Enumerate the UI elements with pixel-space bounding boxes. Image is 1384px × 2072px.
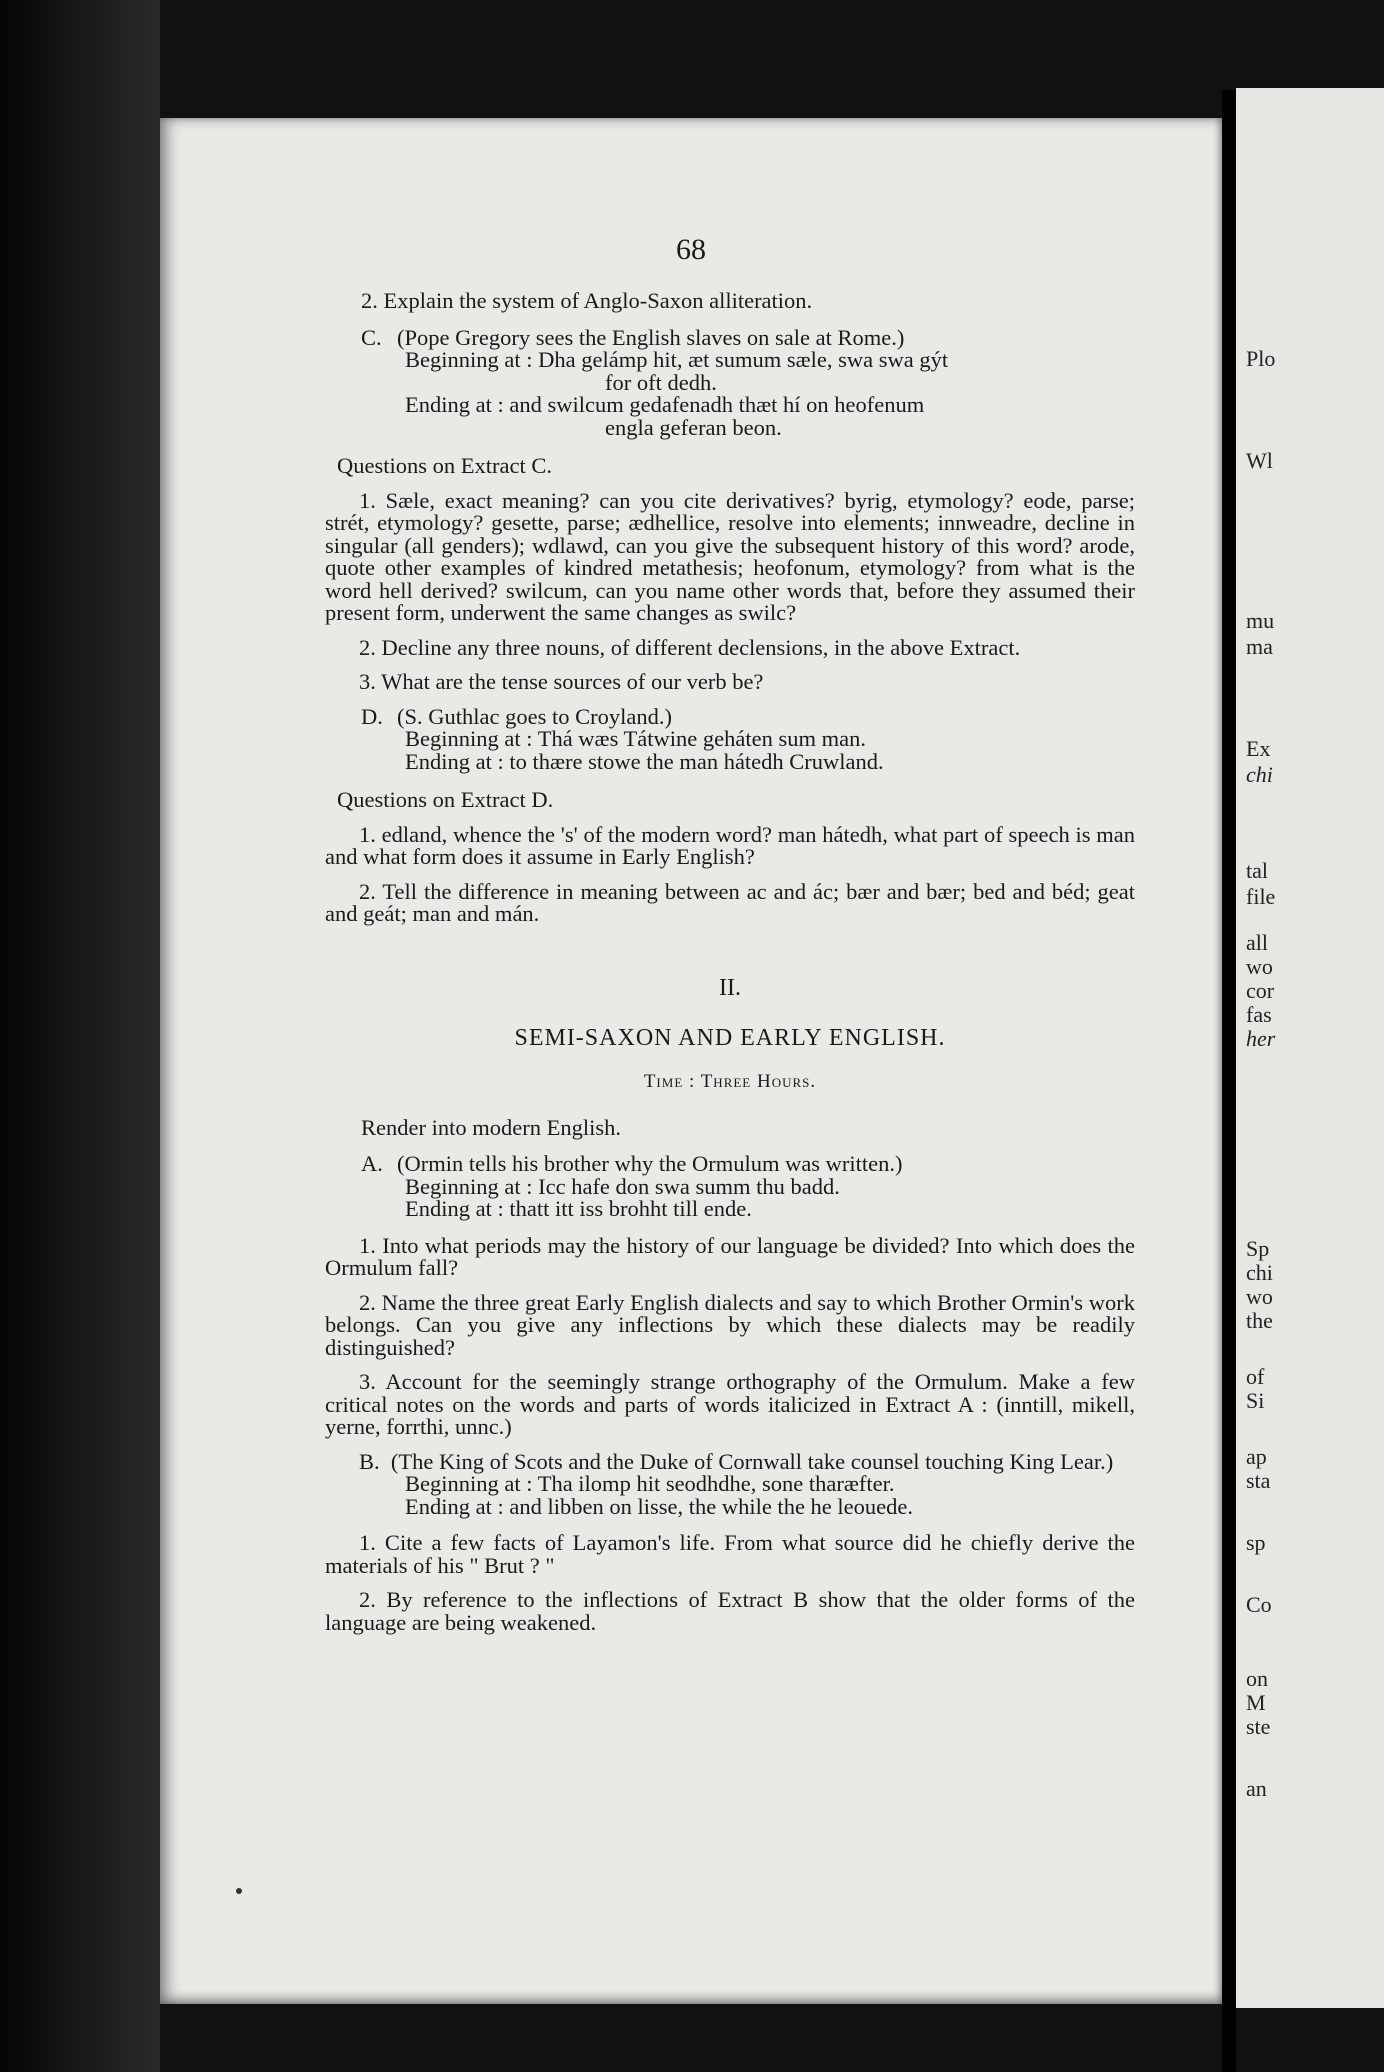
ink-speck bbox=[236, 1888, 242, 1894]
questions-d-heading: Questions on Extract D. bbox=[337, 787, 554, 812]
page-gutter bbox=[1222, 90, 1236, 2072]
questions-c-heading: Questions on Extract C. bbox=[337, 453, 552, 478]
extract-a-ending: Ending at : thatt itt iss brohht till ende. bbox=[405, 1196, 752, 1221]
facing-fragment: her bbox=[1246, 1026, 1276, 1051]
facing-fragment: wo bbox=[1246, 954, 1273, 979]
extract-b-heading bbox=[325, 1448, 1135, 1474]
facing-fragment: of bbox=[1246, 1364, 1265, 1389]
facing-fragment: mu bbox=[1246, 608, 1275, 633]
extract-d-label: D. bbox=[361, 703, 383, 729]
extract-c-beginning: Beginning at : Dha gelámp hit, æt sumum sæle, swa swa gýt bbox=[405, 347, 949, 372]
book-spine-shadow bbox=[0, 0, 160, 2072]
facing-fragment: tal bbox=[1246, 858, 1268, 883]
extract-a bbox=[325, 1153, 1135, 1221]
facing-fragment: all bbox=[1246, 930, 1268, 955]
facing-fragment: file bbox=[1246, 884, 1276, 909]
facing-page bbox=[1236, 88, 1384, 2008]
facing-fragment: the bbox=[1246, 1308, 1273, 1333]
extract-b-ending: Ending at : and libben on lisse, the while the he leouede. bbox=[405, 1493, 913, 1519]
question-alliteration: 2. Explain the system of Anglo-Saxon alliteration. bbox=[361, 288, 813, 313]
extract-c-ending: Ending at : and swilcum gedafenadh thæt hí on heofenum bbox=[405, 392, 925, 417]
document-page bbox=[160, 118, 1222, 2004]
extract-c-beginning-cont: for oft dedh. bbox=[605, 369, 717, 395]
facing-fragment: chi bbox=[1246, 762, 1273, 787]
question-d-1: 1. edland, whence the 's' of the modern word? man hátedh, what part of speech is man and what form does it assume in Early English? bbox=[325, 821, 1135, 869]
question-a-2: 2. Name the three great Early English dialects and say to which Brother Ormin's work belongs. Can you give any inflections by which these dialects may be readily distinguished? bbox=[325, 1289, 1135, 1360]
facing-fragment: Plo bbox=[1246, 346, 1276, 371]
facing-fragment: ap bbox=[1246, 1444, 1267, 1469]
facing-fragment: fas bbox=[1246, 1002, 1272, 1027]
question-b-1: 1. Cite a few facts of Layamon's life. From what source did he chiefly derive the materials of his " Brut ? " bbox=[325, 1530, 1135, 1578]
question-c-1: 1. Sæle, exact meaning? can you cite derivatives? byrig, etymology? eode, parse; strét, etymology? gesette, parse; ædhellice, resolve into elements; innweadre, decline in singular (all genders); wdlawd, can you give the subsequent history of this word? arode, quote other examples of kindred metathesis; heofonum, etymology? from what is the word hell derived? swilcum, can you name other words that, before they assumed their present form, underwent the same changes as swilc? bbox=[325, 487, 1135, 625]
facing-fragment: sta bbox=[1246, 1468, 1271, 1493]
page-number: 68 bbox=[676, 233, 706, 266]
facing-fragment: ste bbox=[1246, 1714, 1271, 1739]
extract-b-beginning: Beginning at : Tha ilomp hit seodhdhe, sone tharæfter. bbox=[405, 1471, 895, 1496]
facing-fragment: wo bbox=[1246, 1284, 1273, 1309]
extract-a-beginning: Beginning at : Icc hafe don swa summ thu badd. bbox=[405, 1173, 840, 1199]
facing-fragment: Wl bbox=[1246, 448, 1273, 473]
extract-c-heading bbox=[325, 324, 1135, 350]
extract-a-heading bbox=[325, 1153, 1135, 1176]
extract-a-label: A. bbox=[361, 1151, 383, 1176]
question-c-2: 2. Decline any three nouns, of different declensions, in the above Extract. bbox=[359, 634, 1021, 660]
extract-b bbox=[325, 1448, 1135, 1519]
facing-fragment: on bbox=[1246, 1666, 1268, 1691]
extract-b-title: (The King of Scots and the Duke of Cornwall take counsel touching King Lear.) bbox=[390, 1448, 1114, 1474]
extract-a-title: (Ormin tells his brother why the Ormulum was written.) bbox=[397, 1151, 903, 1176]
extract-d-ending: Ending at : to thære stowe the man hátedh Cruwland. bbox=[405, 748, 884, 774]
section-instruction: Render into modern English. bbox=[361, 1114, 621, 1140]
extract-d bbox=[325, 703, 1135, 774]
facing-fragment: chi bbox=[1246, 1260, 1273, 1285]
extract-c-ending-cont: engla geferan beon. bbox=[605, 414, 782, 440]
facing-fragment: an bbox=[1246, 1776, 1267, 1801]
extract-b-label: B. bbox=[359, 1448, 380, 1474]
facing-fragment: sp bbox=[1246, 1530, 1266, 1555]
facing-fragment: Si bbox=[1246, 1388, 1265, 1413]
facing-fragment: cor bbox=[1246, 978, 1275, 1003]
question-a-1: 1. Into what periods may the history of our language be divided? Into which does the Ormulum fall? bbox=[325, 1232, 1135, 1280]
facing-fragment: ma bbox=[1246, 634, 1273, 659]
facing-fragment: Co bbox=[1246, 1592, 1272, 1617]
section-title: SEMI-SAXON AND EARLY ENGLISH. bbox=[514, 1024, 946, 1051]
question-b-2: 2. By reference to the inflections of Extract B show that the older forms of the language are being weakened. bbox=[325, 1587, 1135, 1635]
section-time: Time : Three Hours. bbox=[643, 1070, 817, 1092]
question-c-3: 3. What are the tense sources of our verb be? bbox=[359, 669, 764, 694]
question-d-2: 2. Tell the difference in meaning between ac and ác; bær and bær; bed and béd; geat and geát; man and mán. bbox=[325, 878, 1135, 926]
extract-d-title: (S. Guthlac goes to Croyland.) bbox=[397, 703, 672, 729]
section-numeral: II. bbox=[719, 974, 741, 1001]
page-content bbox=[325, 290, 1135, 1646]
extract-c-title: (Pope Gregory sees the English slaves on sale at Rome.) bbox=[397, 324, 905, 350]
extract-c-label: C. bbox=[361, 324, 382, 350]
extract-d-beginning: Beginning at : Thá wæs Tátwine geháten sum man. bbox=[405, 726, 866, 751]
facing-fragment: M bbox=[1246, 1690, 1266, 1715]
extract-d-heading bbox=[325, 703, 1135, 729]
facing-fragment: Sp bbox=[1246, 1236, 1270, 1261]
facing-fragment: Ex bbox=[1246, 736, 1271, 761]
extract-c bbox=[325, 324, 1135, 440]
question-a-3: 3. Account for the seemingly strange orthography of the Ormulum. Make a few critical notes on the words and parts of words italicized in Extract A : (inntill, mikell, yerne, forrthi, unnc.) bbox=[325, 1369, 1135, 1439]
